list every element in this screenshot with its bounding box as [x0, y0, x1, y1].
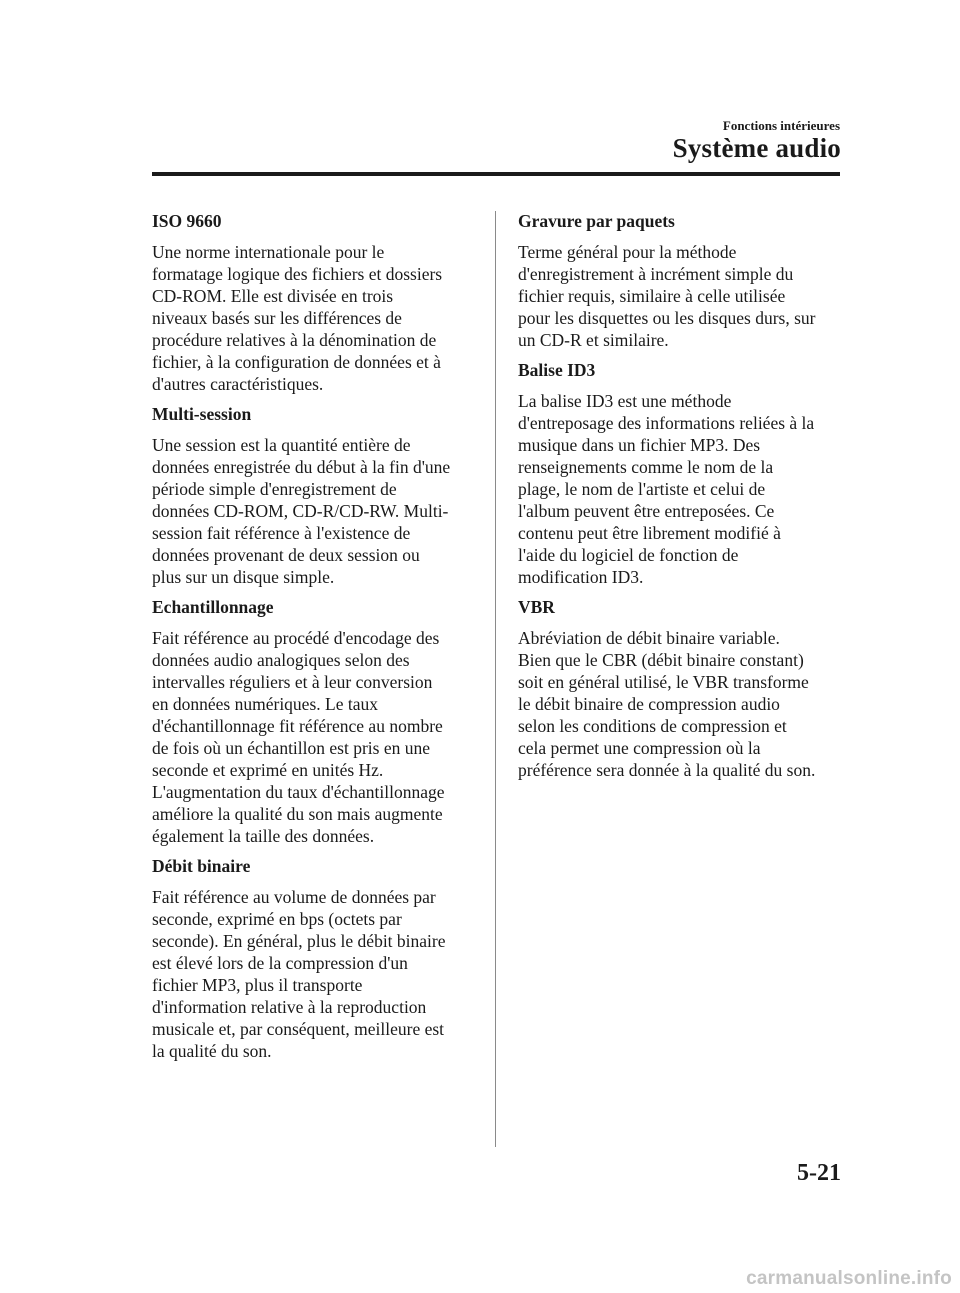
- definition-line: procédure relatives à la dénomination de: [152, 330, 437, 350]
- glossary-definition: [518, 241, 848, 351]
- definition-line: un CD-R et similaire.: [518, 330, 669, 350]
- definition-line: d'information relative à la reproduction: [152, 997, 427, 1017]
- page-title: Système audio: [672, 133, 841, 163]
- definition-line: fichier, à la configuration de données et à: [152, 352, 441, 372]
- definition-line: pour les disquettes ou les disques durs, sur: [518, 308, 816, 328]
- definition-line: La balise ID3 est une méthode: [518, 391, 732, 411]
- glossary-definition: [152, 886, 482, 1062]
- right-column: [518, 210, 848, 789]
- definition-line: seconde). En général, plus le débit binaire: [152, 931, 446, 951]
- definition-line: soit en général utilisé, le VBR transforme: [518, 672, 809, 692]
- definition-line: niveaux basés sur les différences de: [152, 308, 402, 328]
- definition-line: Fait référence au volume de données par: [152, 887, 436, 907]
- definition-line: d'enregistrement à incrément simple du: [518, 264, 794, 284]
- definition-line: contenu peut être librement modifié à: [518, 523, 781, 543]
- glossary-definition: [152, 241, 482, 395]
- glossary-term: Débit binaire: [152, 856, 251, 876]
- definition-line: formatage logique des fichiers et dossiers: [152, 264, 443, 284]
- definition-line: seconde, exprimé en bps (octets par: [152, 909, 402, 929]
- definition-line: données provenant de deux session ou: [152, 545, 420, 565]
- glossary-term: Echantillonnage: [152, 597, 274, 617]
- definition-line: le débit binaire de compression audio: [518, 694, 780, 714]
- glossary-entry: [518, 596, 848, 781]
- definition-line: modification ID3.: [518, 567, 644, 587]
- definition-line: Abréviation de débit binaire variable.: [518, 628, 780, 648]
- glossary-entry: [152, 596, 482, 847]
- definition-line: musique dans un fichier MP3. Des: [518, 435, 761, 455]
- definition-line: données CD-ROM, CD-R/CD-RW. Multi-: [152, 501, 449, 521]
- definition-line: L'augmentation du taux d'échantillonnage: [152, 782, 445, 802]
- section-label: Fonctions intérieures: [722, 118, 840, 133]
- glossary-definition: [152, 627, 482, 847]
- definition-line: Une norme internationale pour le: [152, 242, 385, 262]
- watermark: carmanualsonline.info: [746, 1268, 952, 1289]
- page-number: 5-21: [797, 1160, 841, 1186]
- glossary-definition: [518, 390, 848, 588]
- definition-line: selon les conditions de compression et: [518, 716, 787, 736]
- definition-line: d'entreposage des informations reliées à la: [518, 413, 815, 433]
- definition-line: données enregistrée du début à la fin d'une: [152, 457, 451, 477]
- definition-line: préférence sera donnée à la qualité du son.: [518, 760, 816, 780]
- definition-line: d'échantillonnage fit référence au nombre: [152, 716, 443, 736]
- glossary-definition: [152, 434, 482, 588]
- definition-line: l'album peuvent être entreposées. Ce: [518, 501, 775, 521]
- header-rule: [152, 172, 840, 176]
- glossary-term: ISO 9660: [152, 211, 222, 231]
- definition-line: également la taille des données.: [152, 826, 375, 846]
- definition-line: fichier MP3, plus il transporte: [152, 975, 363, 995]
- glossary-term: Gravure par paquets: [518, 211, 675, 231]
- definition-line: plus sur un disque simple.: [152, 567, 335, 587]
- definition-line: renseignements comme le nom de la: [518, 457, 774, 477]
- definition-line: la qualité du son.: [152, 1041, 272, 1061]
- definition-line: fichier requis, similaire à celle utilisée: [518, 286, 786, 306]
- definition-line: musicale et, par conséquent, meilleure est: [152, 1019, 445, 1039]
- definition-line: l'aide du logiciel de fonction de: [518, 545, 739, 565]
- definition-line: données audio analogiques selon des: [152, 650, 410, 670]
- glossary-entry: [518, 359, 848, 588]
- glossary-entry: [152, 210, 482, 395]
- definition-line: cela permet une compression où la: [518, 738, 761, 758]
- definition-line: seconde et exprimé en unités Hz.: [152, 760, 384, 780]
- glossary-term: Balise ID3: [518, 360, 596, 380]
- definition-line: session fait référence à l'existence de: [152, 523, 411, 543]
- definition-line: Bien que le CBR (débit binaire constant): [518, 650, 804, 670]
- definition-line: plage, le nom de l'artiste et celui de: [518, 479, 766, 499]
- definition-line: en données numériques. Le taux: [152, 694, 378, 714]
- definition-line: intervalles réguliers et à leur conversion: [152, 672, 433, 692]
- definition-line: Fait référence au procédé d'encodage des: [152, 628, 440, 648]
- glossary-entry: [152, 403, 482, 588]
- glossary-term: Multi-session: [152, 404, 252, 424]
- definition-line: est élevé lors de la compression d'un: [152, 953, 408, 973]
- definition-line: Une session est la quantité entière de: [152, 435, 411, 455]
- glossary-term: VBR: [518, 597, 555, 617]
- definition-line: CD-ROM. Elle est divisée en trois: [152, 286, 394, 306]
- glossary-definition: [518, 627, 848, 781]
- definition-line: de fois où un échantillon est pris en une: [152, 738, 430, 758]
- left-column: [152, 210, 482, 1070]
- definition-line: Terme général pour la méthode: [518, 242, 737, 262]
- column-divider: [495, 211, 496, 1147]
- glossary-entry: [518, 210, 848, 351]
- definition-line: période simple d'enregistrement de: [152, 479, 397, 499]
- glossary-entry: [152, 855, 482, 1062]
- definition-line: d'autres caractéristiques.: [152, 374, 324, 394]
- definition-line: améliore la qualité du son mais augmente: [152, 804, 443, 824]
